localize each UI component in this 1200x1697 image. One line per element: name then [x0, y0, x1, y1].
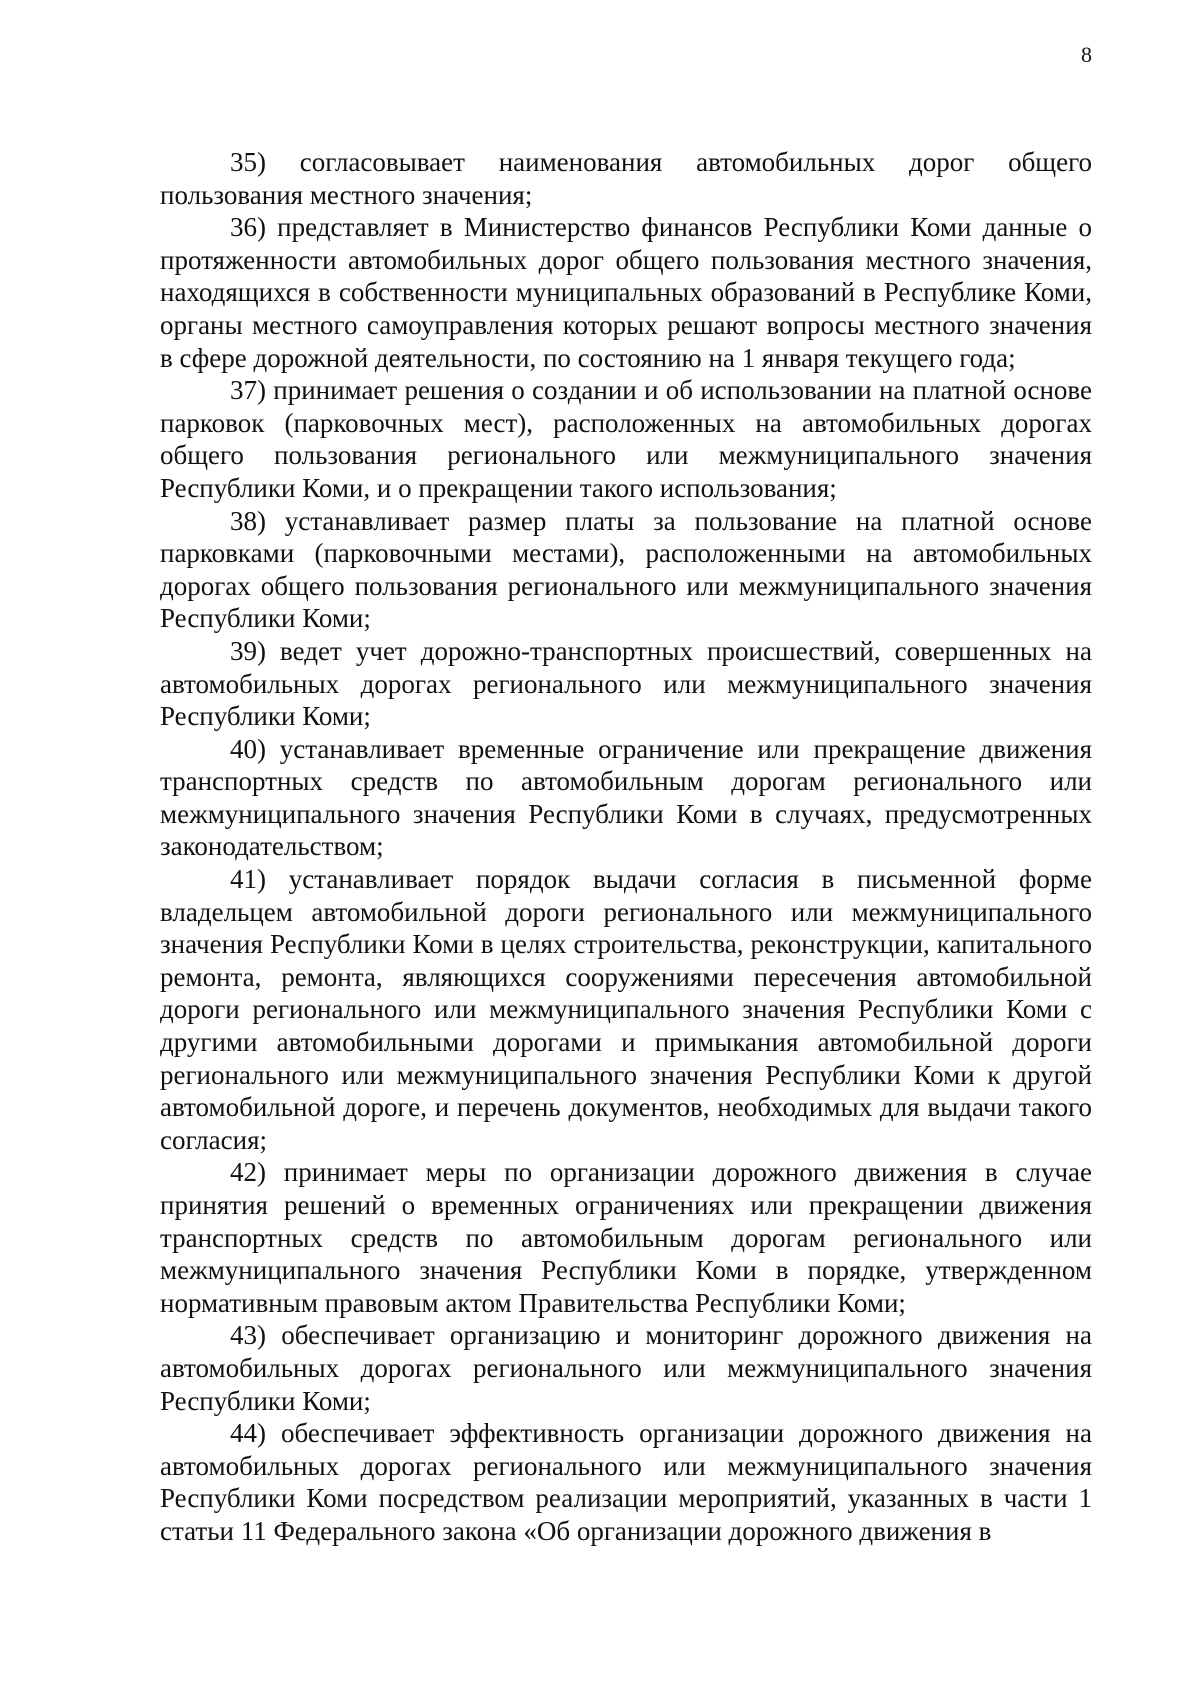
clause-39: 39) ведет учет дорожно-транспортных происшествий, совершенных на автомобильных дорогах регионального или межмуниципального значения Республики Коми; [160, 635, 1092, 732]
clause-42: 42) принимает меры по организации дорожного движения в случае принятия решений о временных ограничениях или прекращении движения транспортных средств по автомобильным дорогам регионального или межмуниципального значения Республики Коми в порядке, утвержденном нормативным правовым актом Правительства Республики Коми; [160, 1157, 1092, 1318]
page-number: 8 [1081, 42, 1092, 67]
clause-40: 40) устанавливает временные ограничение или прекращение движения транспортных средств по автомобильным дорогам регионального или межмуниципального значения Республики Коми в случаях, предусмотренных законодательством; [160, 733, 1092, 862]
clause-38: 38) устанавливает размер платы за пользование на платной основе парковками (парковочными местами), расположенными на автомобильных дорогах общего пользования регионального или межмуниципального значения Республики Коми; [160, 505, 1092, 634]
clause-36: 36) представляет в Министерство финансов Республики Коми данные о протяженности автомобильных дорог общего пользования местного значения, находящихся в собственности муниципальных образований в Республике Коми, органы местного самоуправления которых решают вопросы местного значения в сфере дорожной деятельности, по состоянию на 1 января текущего года; [160, 212, 1092, 373]
clause-35: 35) согласовывает наименования автомобильных дорог общего пользования местного значения; [160, 147, 1092, 210]
document-body [160, 146, 1092, 1548]
clause-43: 43) обеспечивает организацию и мониторинг дорожного движения на автомобильных дорогах регионального или межмуниципального значения Республики Коми; [160, 1320, 1092, 1416]
clause-44: 44) обеспечивает эффективность организации дорожного движения на автомобильных дорогах регионального или межмуниципального значения Республики Коми посредством реализации мероприятий, указанных в части 1 статьи 11 Федерального закона «Об организации дорожного движения в [160, 1418, 1092, 1546]
clause-37: 37) принимает решения о создании и об использовании на платной основе парковок (парковочных мест), расположенных на автомобильных дорогах общего пользования регионального или межмуниципального значения Республики Коми, и о прекращении такого использования; [160, 375, 1092, 503]
clause-41: 41) устанавливает порядок выдачи согласия в письменной форме владельцем автомобильной дороги регионального или межмуниципального значения Республики Коми в целях строительства, реконструкции, капитального ремонта, ремонта, являющихся сооружениями пересечения автомобильной дороги регионального или межмуниципального значения Республики Коми с другими автомобильными дорогами и примыкания автомобильной дороги регионального или межмуниципального значения Республики Коми к другой автомобильной дороге, и перечень документов, необходимых для выдачи такого согласия; [160, 864, 1092, 1155]
